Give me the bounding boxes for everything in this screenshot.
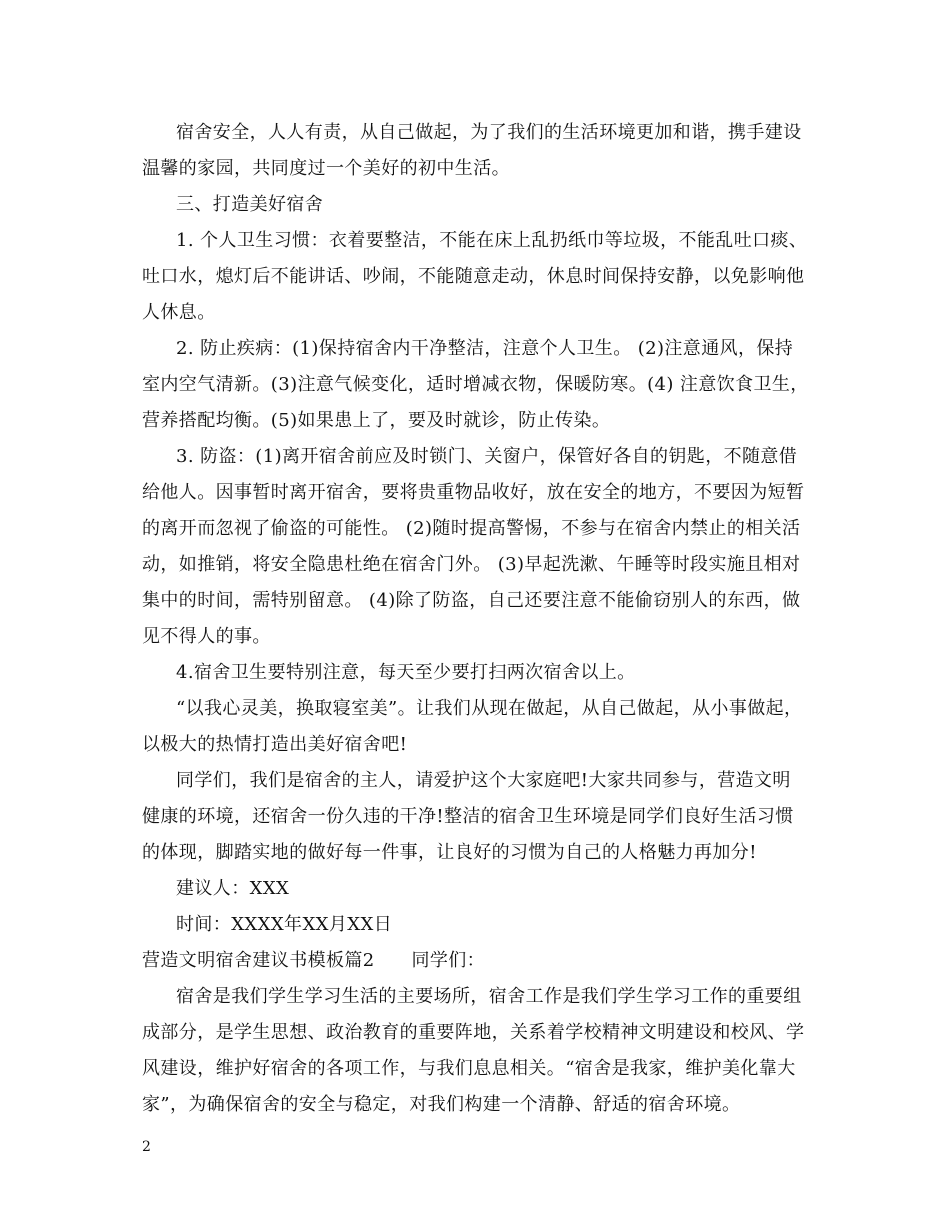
paragraph-line: 1. 个人卫生习惯：衣着要整洁，不能在床上乱扔纸巾等垃圾，不能乱吐口痰、	[176, 230, 808, 251]
paragraph-line: 3. 防盗：(1)离开宿舍前应及时锁门、关窗户，保管好各自的钥匙，不随意借	[176, 446, 798, 467]
paragraph-line: 集中的时间，需特别留意。 (4)除了防盗，自己还要注意不能偷窃别人的东西，做	[142, 590, 801, 611]
paragraph-line: 健康的环境，还宿舍一份久违的干净!整洁的宿舍卫生环境是同学们良好生活习惯	[142, 806, 794, 827]
paragraph-line: 动，如推销，将安全隐患杜绝在宿舍门外。 (3)早起洗漱、午睡等时段实施且相对	[142, 554, 801, 575]
paragraph-line: 以极大的热情打造出美好宿舍吧!	[142, 734, 408, 755]
section-heading: 三、打造美好宿舍	[176, 194, 324, 215]
paragraph-line: “以我心灵美，换取寝室美”。让我们从现在做起，从自己做起，从小事做起，	[176, 698, 803, 719]
paragraph-line: 家”，为确保宿舍的安全与稳定，对我们构建一个清静、舒适的宿舍环境。	[142, 1094, 741, 1115]
paragraph-line: 营养搭配均衡。(5)如果患上了，要及时就诊，防止传染。	[142, 410, 611, 431]
paragraph-line: 4.宿舍卫生要特别注意，每天至少要打扫两次宿舍以上。	[176, 662, 636, 683]
paragraph-line: 同学们，我们是宿舍的主人，请爱护这个大家庭吧!大家共同参与，营造文明	[176, 770, 791, 791]
paragraph-line: 2. 防止疾病：(1)保持宿舍内干净整洁，注意个人卫生。 (2)注意通风，保持	[176, 338, 794, 359]
paragraph-line: 温馨的家园，共同度过一个美好的初中生活。	[142, 158, 510, 179]
proposer-line: 建议人：XXX	[176, 878, 290, 899]
paragraph-line: 成部分，是学生思想、政治教育的重要阵地，关系着学校精神文明建设和校风、学	[142, 1022, 805, 1043]
paragraph-line: 宿舍安全，人人有责，从自己做起，为了我们的生活环境更加和谐，携手建设	[176, 122, 802, 143]
paragraph-line: 室内空气清新。(3)注意气候变化，适时增减衣物，保暖防寒。(4) 注意饮食卫生，	[142, 374, 809, 395]
paragraph-line: 宿舍是我们学生学习生活的主要场所，宿舍工作是我们学生学习工作的重要组	[176, 986, 802, 1007]
page-number: 2	[142, 1139, 151, 1155]
paragraph-line: 的离开而忽视了偷盗的可能性。 (2)随时提高警惕，不参与在宿舍内禁止的相关活	[142, 518, 801, 539]
paragraph-line: 的体现，脚踏实地的做好每一件事，让良好的习惯为自己的人格魅力再加分!	[142, 842, 757, 863]
paragraph-line: 吐口水，熄灯后不能讲话、吵闹，不能随意走动，休息时间保持安静，以免影响他	[142, 266, 805, 287]
template-heading: 营造文明宿舍建议书模板篇2 同学们：	[142, 950, 486, 971]
paragraph-line: 人休息。	[142, 302, 216, 323]
paragraph-line: 风建设，维护好宿舍的各项工作，与我们息息相关。“宿舍是我家，维护美化靠大	[142, 1058, 796, 1079]
date-line: 时间：XXXX年XX月XX日	[176, 914, 393, 935]
paragraph-line: 给他人。因事暂时离开宿舍，要将贵重物品收好，放在安全的地方，不要因为短暂	[142, 482, 805, 503]
paragraph-line: 见不得人的事。	[142, 626, 271, 647]
